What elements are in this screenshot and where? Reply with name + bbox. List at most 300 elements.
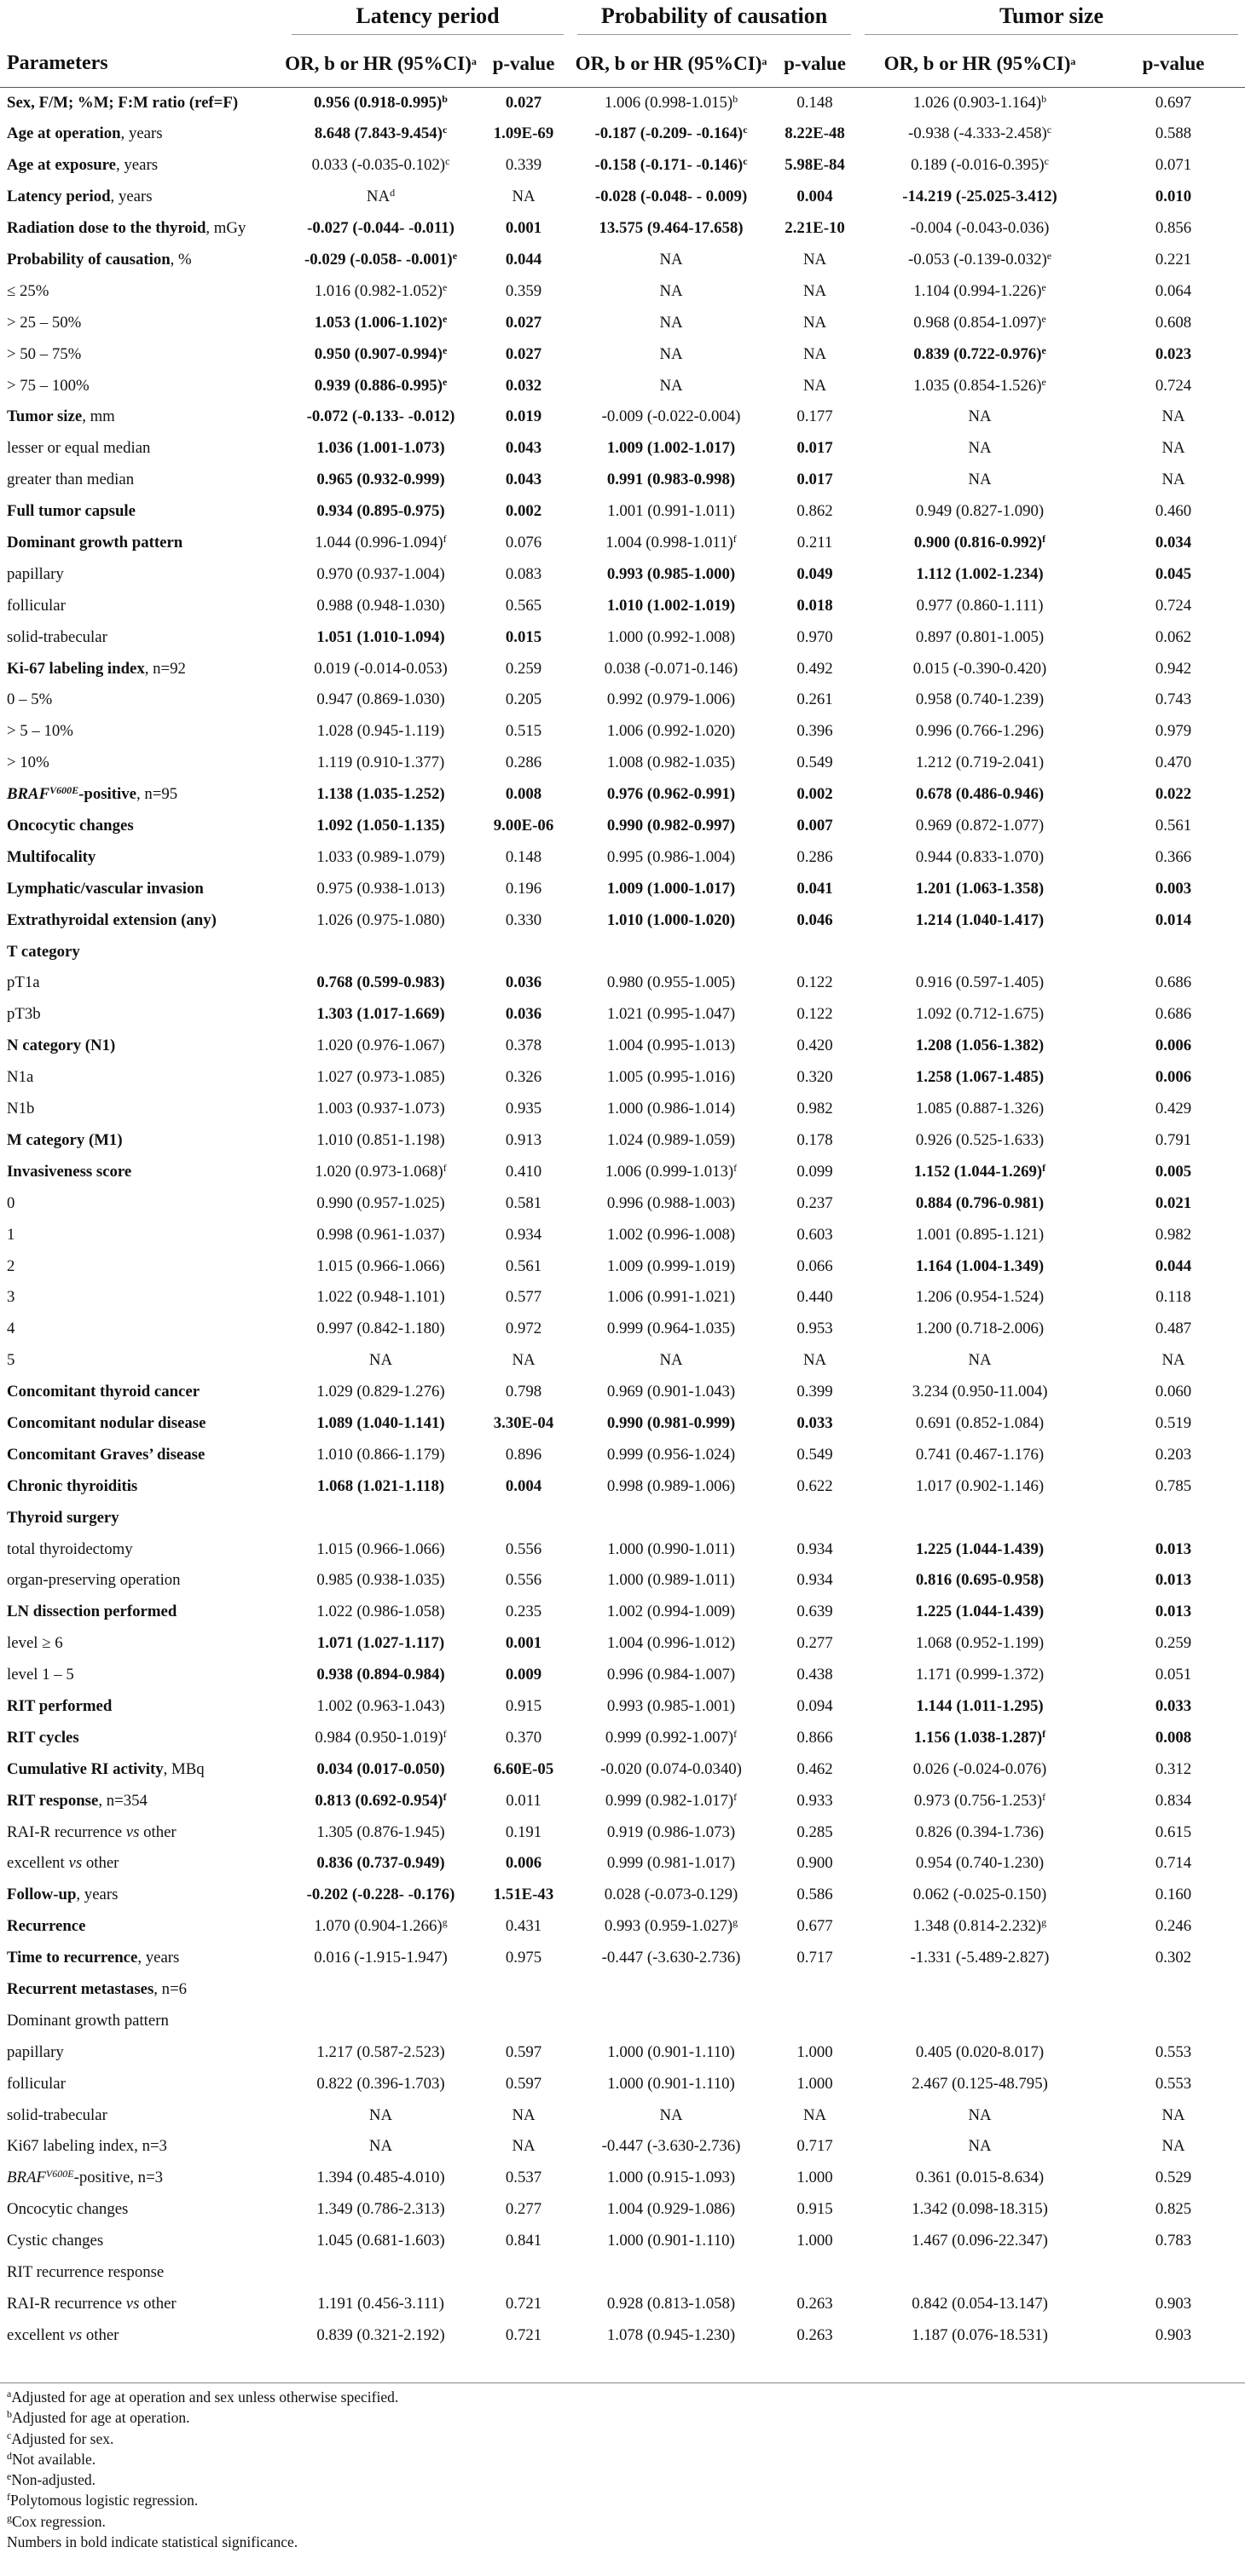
pvalue-value: 0.049	[796, 564, 833, 583]
estimate-value: 0.842 (0.054-13.147)	[912, 2294, 1048, 2313]
pvalue-cell	[772, 1754, 858, 1786]
estimate-cell	[858, 842, 1102, 874]
pvalue-cell	[1102, 1377, 1245, 1408]
pvalue-value: 6.60E-05	[493, 1759, 554, 1778]
parameter-label: Tumor size	[7, 407, 83, 426]
pvalue-cell	[772, 1220, 858, 1251]
estimate-value: -0.020 (0.074-0.0340)	[600, 1759, 742, 1778]
pvalue-cell	[477, 2163, 570, 2194]
parameter-cell	[0, 433, 285, 465]
parameter-label: solid-trabecular	[7, 627, 107, 646]
pvalue-value: NA	[1161, 439, 1185, 458]
table-row	[0, 1282, 1245, 1314]
pvalue-cell	[772, 748, 858, 779]
estimate-value: 1.171 (0.999-1.372)	[915, 1666, 1045, 1684]
pvalue-value: NA	[1161, 471, 1185, 489]
estimate-value: -0.447 (-3.630-2.736)	[601, 1949, 741, 1967]
table-body	[0, 88, 1245, 2352]
table-row	[0, 1062, 1245, 1094]
estimate-cell	[570, 308, 772, 339]
table-row	[0, 1220, 1245, 1251]
pvalue-value: 0.320	[796, 1068, 833, 1087]
estimate-cell	[570, 2289, 772, 2320]
estimate-cell	[285, 1597, 477, 1628]
table-row	[0, 999, 1245, 1031]
pvalue-value: 0.597	[505, 2074, 542, 2093]
estimate-cell	[285, 401, 477, 433]
pvalue-cell	[477, 2320, 570, 2352]
pvalue-cell	[1102, 182, 1245, 213]
pvalue-cell	[772, 1691, 858, 1723]
estimate-cell	[570, 1533, 772, 1565]
pvalue-value: 0.975	[505, 1949, 542, 1967]
pvalue-cell	[772, 1880, 858, 1911]
estimate-cell	[285, 2163, 477, 2194]
pvalue-cell	[772, 1816, 858, 1848]
pvalue-cell	[477, 1094, 570, 1125]
pvalue-value: 0.044	[1155, 1256, 1192, 1275]
pvalue-value: 0.027	[505, 313, 542, 332]
estimate-cell	[858, 1250, 1102, 1282]
pvalue-cell	[477, 779, 570, 811]
estimate-cell	[285, 1628, 477, 1660]
parameter-cell	[0, 1723, 285, 1754]
table-row	[0, 496, 1245, 528]
estimate-cell	[858, 1094, 1102, 1125]
pvalue-cell	[1102, 811, 1245, 842]
pvalue-value: 0.083	[505, 564, 542, 583]
estimate-cell	[285, 182, 477, 213]
group-header-latency: Latency period	[285, 0, 570, 39]
pvalue-cell	[477, 1974, 570, 2006]
estimate-value: -0.028 (-0.048- - 0.009)	[594, 188, 748, 206]
estimate-cell	[285, 308, 477, 339]
estimate-value: 1.026 (0.975-1.080)	[316, 910, 445, 929]
parameter-cell	[0, 528, 285, 559]
pvalue-cell	[477, 182, 570, 213]
estimate-cell	[570, 88, 772, 119]
parameter-cell	[0, 2257, 285, 2289]
pvalue-value: 0.721	[505, 2325, 542, 2344]
pvalue-value: 0.006	[1155, 1037, 1192, 1055]
table-row	[0, 213, 1245, 245]
parameter-label: lesser or equal median	[7, 439, 151, 458]
estimate-value: NA	[659, 2105, 683, 2124]
pvalue-value: 0.094	[796, 1696, 833, 1715]
pvalue-cell	[477, 1471, 570, 1503]
estimate-value: 1.071 (1.027-1.117)	[316, 1634, 445, 1653]
pvalue-cell	[477, 465, 570, 496]
table-row	[0, 559, 1245, 591]
pvalue-value: 0.032	[505, 376, 542, 395]
parameter-label: N1a	[7, 1068, 34, 1087]
pvalue-value: 0.900	[796, 1854, 833, 1873]
pvalue-cell	[477, 1691, 570, 1723]
estimate-cell	[858, 1691, 1102, 1723]
parameter-label: > 50 – 75%	[7, 344, 82, 363]
estimate-cell	[285, 1816, 477, 1848]
parameter-cell	[0, 1031, 285, 1062]
estimate-value: 1.092 (0.712-1.675)	[915, 1005, 1045, 1024]
pvalue-value: 0.022	[1155, 785, 1192, 804]
parameter-label: 0 – 5%	[7, 690, 53, 709]
pvalue-cell	[1102, 1157, 1245, 1188]
pvalue-value: 0.001	[505, 1634, 542, 1653]
estimate-header	[858, 39, 1102, 88]
pvalue-cell	[477, 1408, 570, 1440]
estimate-value: 1.002 (0.963-1.043)	[316, 1696, 445, 1715]
pvalue-value: 0.982	[796, 1100, 833, 1118]
parameter-cell	[0, 2320, 285, 2352]
parameter-cell	[0, 2069, 285, 2100]
estimate-value: 0.361 (0.015-8.634)	[915, 2169, 1045, 2187]
estimate-cell	[858, 2163, 1102, 2194]
pvalue-cell	[1102, 1974, 1245, 2006]
estimate-cell	[570, 1220, 772, 1251]
pvalue-value: 0.064	[1155, 281, 1192, 300]
pvalue-value: 0.565	[505, 596, 542, 615]
estimate-cell	[570, 622, 772, 654]
estimate-cell	[858, 496, 1102, 528]
parameter-cell	[0, 1220, 285, 1251]
pvalue-cell	[1102, 748, 1245, 779]
pvalue-value: 0.046	[796, 910, 833, 929]
estimate-cell	[858, 1377, 1102, 1408]
pvalue-cell	[1102, 1345, 1245, 1377]
table-row	[0, 1031, 1245, 1062]
parameter-unit: , MBq	[163, 1759, 205, 1778]
estimate-cell	[570, 1188, 772, 1220]
footnote-marker: a	[761, 55, 767, 67]
pvalue-value: 0.440	[796, 1288, 833, 1307]
estimate-value: 1.002 (0.996-1.008)	[606, 1225, 736, 1244]
estimate-value: 1.051 (1.010-1.094)	[316, 627, 445, 646]
estimate-cell	[285, 1691, 477, 1723]
column-header-row	[0, 39, 1245, 88]
parameter-unit: , years	[110, 188, 153, 206]
estimate-value: 0.405 (0.020-8.017)	[915, 2042, 1045, 2061]
estimate-value: 13.575 (9.464-17.658)	[599, 219, 744, 238]
estimate-cell	[285, 2257, 477, 2289]
estimate-value: 1.022 (0.948-1.101)	[316, 1288, 445, 1307]
pvalue-value: 0.013	[1155, 1539, 1192, 1558]
pvalue-value: NA	[512, 2137, 536, 2156]
pvalue-value: 0.549	[796, 754, 833, 772]
estimate-value: 1.000 (0.901-1.110)	[607, 2042, 735, 2061]
estimate-value: 1.092 (1.050-1.135)	[316, 817, 445, 835]
estimate-value: 0.884 (0.796-0.981)	[915, 1193, 1045, 1212]
estimate-cell	[570, 1723, 772, 1754]
pvalue-value: NA	[802, 313, 827, 332]
pvalue-value: 0.001	[505, 219, 542, 238]
parameter-label: Concomitant Graves’ disease	[7, 1445, 206, 1464]
estimate-value: 1.021 (0.995-1.047)	[606, 1005, 736, 1024]
table-row	[0, 2163, 1245, 2194]
pvalue-cell	[1102, 779, 1245, 811]
pvalue-cell	[477, 622, 570, 654]
pvalue-cell	[772, 401, 858, 433]
pvalue-value: 9.00E-06	[493, 817, 554, 835]
estimate-cell	[285, 1220, 477, 1251]
estimate-cell	[570, 654, 772, 685]
parameter-label: LN dissection performed	[7, 1603, 177, 1621]
estimate-value: NA	[968, 471, 992, 489]
estimate-value: 0.956 (0.918-0.995)	[314, 93, 443, 112]
estimate-value: 1.010 (0.866-1.179)	[316, 1445, 445, 1464]
parameter-cell	[0, 2037, 285, 2069]
pvalue-cell	[1102, 1816, 1245, 1848]
pvalue-value: 0.018	[796, 596, 833, 615]
estimate-value: 3.234 (0.950-11.004)	[912, 1383, 1048, 1401]
pvalue-value: 0.841	[505, 2232, 542, 2250]
pvalue-value: 0.677	[796, 1917, 833, 1936]
pvalue-value: 0.027	[505, 344, 542, 363]
estimate-cell	[570, 1345, 772, 1377]
parameter-cell	[0, 2194, 285, 2226]
footnote-text: Adjusted for sex.	[11, 2429, 114, 2447]
estimate-value: 0.965 (0.932-0.999)	[316, 471, 445, 489]
estimate-value: 0.015 (-0.390-0.420)	[912, 659, 1047, 678]
estimate-value: -0.004 (-0.043-0.036)	[910, 219, 1050, 238]
pvalue-cell	[772, 213, 858, 245]
pvalue-cell	[477, 654, 570, 685]
estimate-value: 1.004 (0.998-1.011)	[605, 534, 733, 552]
table-row	[0, 1911, 1245, 1943]
pvalue-value: 1.09E-69	[493, 124, 554, 143]
estimate-cell	[570, 1943, 772, 1974]
pvalue-value: NA	[802, 344, 827, 363]
footnote-marker: f	[733, 533, 737, 546]
pvalue-cell	[477, 1723, 570, 1754]
footnote-line	[7, 2449, 398, 2469]
pvalue-value: 0.237	[796, 1193, 833, 1212]
estimate-cell	[285, 1880, 477, 1911]
pvalue-cell	[477, 1440, 570, 1471]
pvalue-value: 0.561	[505, 1256, 542, 1275]
pvalue-cell	[477, 1503, 570, 1534]
pvalue-cell	[1102, 1723, 1245, 1754]
parameter-unit: , years	[120, 124, 163, 143]
estimate-cell	[858, 591, 1102, 622]
pvalue-value: 1.000	[796, 2232, 833, 2250]
pvalue-value: 0.553	[1155, 2042, 1192, 2061]
pvalue-value: 0.277	[796, 1634, 833, 1653]
estimate-cell	[858, 1660, 1102, 1691]
pvalue-value: 0.326	[505, 1068, 542, 1087]
pvalue-cell	[477, 1911, 570, 1943]
parameter-cell	[0, 88, 285, 119]
estimate-cell	[570, 999, 772, 1031]
pvalue-value: 0.429	[1155, 1100, 1192, 1118]
estimate-value: 1.003 (0.937-1.073)	[316, 1100, 445, 1118]
parameter-cell	[0, 1125, 285, 1157]
pvalue-value: 0.099	[796, 1162, 833, 1181]
parameter-cell	[0, 1880, 285, 1911]
footnote-line	[7, 2429, 398, 2449]
estimate-value: 1.010 (1.002-1.019)	[606, 596, 736, 615]
estimate-cell	[570, 1565, 772, 1597]
estimate-cell	[858, 528, 1102, 559]
pvalue-value: 1.000	[796, 2074, 833, 2093]
pvalue-cell	[1102, 213, 1245, 245]
pvalue-cell	[772, 591, 858, 622]
estimate-cell	[285, 654, 477, 685]
pvalue-value: 0.066	[796, 1256, 833, 1275]
parameter-cell	[0, 1250, 285, 1282]
estimate-value: 1.002 (0.994-1.009)	[606, 1603, 736, 1621]
estimate-value: 0.062 (-0.025-0.150)	[912, 1886, 1047, 1904]
footnote-line	[7, 2387, 398, 2407]
pvalue-value: 0.177	[796, 407, 833, 426]
pvalue-value: 0.285	[796, 1822, 833, 1841]
pvalue-cell	[772, 2226, 858, 2257]
parameter-cell	[0, 1754, 285, 1786]
parameter-unit: , mm	[82, 407, 115, 426]
pvalue-value: 0.370	[505, 1728, 542, 1747]
parameter-label: Invasiveness score	[7, 1162, 132, 1181]
estimate-value: 1.303 (1.017-1.669)	[316, 1005, 445, 1024]
estimate-value: 0.916 (0.597-1.405)	[915, 973, 1045, 992]
estimate-cell	[858, 1125, 1102, 1157]
estimate-cell	[570, 905, 772, 937]
pvalue-value: 1.51E-43	[493, 1886, 554, 1904]
pvalue-cell	[1102, 1471, 1245, 1503]
parameter-cell	[0, 2226, 285, 2257]
estimate-value: 1.028 (0.945-1.119)	[316, 722, 445, 741]
estimate-cell	[858, 2069, 1102, 2100]
estimate-cell	[285, 874, 477, 905]
pvalue-value: 0.783	[1155, 2232, 1192, 2250]
footnote-text: Adjusted for age at operation.	[12, 2409, 190, 2427]
pvalue-value: 0.862	[796, 502, 833, 521]
table-row	[0, 308, 1245, 339]
table-row	[0, 2069, 1245, 2100]
pvalue-value: NA	[802, 251, 827, 269]
estimate-cell	[570, 811, 772, 842]
parameter-cell	[0, 339, 285, 371]
gene-variant: V600E	[49, 784, 79, 797]
footnote-marker: a	[7, 2388, 12, 2400]
parameter-cell	[0, 2163, 285, 2194]
pvalue-value: 0.714	[1155, 1854, 1192, 1873]
pvalue-cell	[772, 2289, 858, 2320]
parameter-cell	[0, 118, 285, 150]
estimate-value: 0.016 (-1.915-1.947)	[314, 1949, 448, 1967]
table-row	[0, 1723, 1245, 1754]
pvalue-cell	[477, 1345, 570, 1377]
pvalue-value: 0.438	[796, 1666, 833, 1684]
pvalue-cell	[1102, 1094, 1245, 1125]
parameter-label: Cystic changes	[7, 2232, 104, 2250]
estimate-cell	[570, 1628, 772, 1660]
pvalue-value: 0.399	[796, 1383, 833, 1401]
estimate-cell	[285, 684, 477, 716]
pvalue-value: 0.330	[505, 910, 542, 929]
footnote-marker: c	[7, 2429, 12, 2441]
pvalue-cell	[772, 339, 858, 371]
table-row	[0, 684, 1245, 716]
footnote-marker: e	[442, 312, 448, 325]
pvalue-cell	[772, 1125, 858, 1157]
pvalue-cell	[1102, 2100, 1245, 2132]
estimate-value: 0.813 (0.692-0.954)	[315, 1791, 443, 1810]
footnote-text: Cox regression.	[12, 2512, 106, 2530]
estimate-value: 1.187 (0.076-18.531)	[912, 2325, 1048, 2344]
pvalue-cell	[477, 1314, 570, 1345]
pvalue-cell	[1102, 496, 1245, 528]
pvalue-cell	[477, 1628, 570, 1660]
pvalue-cell	[772, 528, 858, 559]
pvalue-cell	[1102, 874, 1245, 905]
estimate-value: 1.348 (0.814-2.232)	[912, 1917, 1042, 1936]
pvalue-cell	[772, 308, 858, 339]
pvalue-value: 0.221	[1155, 251, 1192, 269]
estimate-cell	[570, 2131, 772, 2163]
parameter-cell	[0, 1786, 285, 1817]
estimate-cell	[570, 213, 772, 245]
pvalue-value: 0.286	[796, 847, 833, 866]
estimate-cell	[285, 1377, 477, 1408]
parameter-label: Multifocality	[7, 847, 96, 866]
parameter-label: M category (M1)	[7, 1130, 123, 1149]
parameter-label: Radiation dose to the thyroid	[7, 219, 206, 238]
pvalue-value: 0.044	[505, 251, 542, 269]
pvalue-value: NA	[512, 188, 536, 206]
estimate-cell	[858, 2131, 1102, 2163]
estimate-value: 0.969 (0.872-1.077)	[915, 817, 1045, 835]
estimate-cell	[570, 1754, 772, 1786]
parameter-label: excellent	[7, 1854, 69, 1873]
parameter-cell	[0, 1471, 285, 1503]
pvalue-value: 0.008	[505, 785, 542, 804]
estimate-value: 1.006 (0.998-1.015)	[604, 93, 733, 112]
pvalue-cell	[477, 2037, 570, 2069]
estimate-value: 0.977 (0.860-1.111)	[916, 596, 1044, 615]
estimate-cell	[285, 559, 477, 591]
footnote-marker: e	[452, 250, 458, 262]
footnote-marker: a	[1070, 55, 1076, 67]
parameter-label: Sex, F/M; %M; F:M ratio (ref=F)	[7, 93, 239, 112]
pvalue-cell	[772, 1440, 858, 1471]
estimate-cell	[858, 371, 1102, 402]
pvalue-value: 0.122	[796, 1005, 833, 1024]
pvalue-cell	[772, 622, 858, 654]
estimate-value: 1.217 (0.587-2.523)	[316, 2042, 445, 2061]
estimate-value: 1.001 (0.991-1.011)	[607, 502, 735, 521]
footnote-marker: e	[442, 375, 448, 388]
estimate-value: 0.822 (0.396-1.703)	[316, 2074, 445, 2093]
pvalue-value: 0.261	[796, 690, 833, 709]
pvalue-value: NA	[1161, 407, 1185, 426]
pvalue-cell	[772, 245, 858, 276]
estimate-value: 1.164 (1.004-1.349)	[915, 1256, 1045, 1275]
estimate-value: -0.187 (-0.209- -0.164)	[594, 124, 744, 143]
estimate-cell	[570, 118, 772, 150]
estimate-value: 1.068 (1.021-1.118)	[316, 1476, 445, 1495]
pvalue-value: 0.972	[505, 1320, 542, 1338]
estimate-value: 1.201 (1.063-1.358)	[915, 879, 1045, 898]
estimate-cell	[858, 1943, 1102, 1974]
estimate-cell	[858, 213, 1102, 245]
pvalue-cell	[772, 1503, 858, 1534]
estimate-value: 1.000 (0.989-1.011)	[607, 1571, 735, 1590]
estimate-cell	[858, 182, 1102, 213]
table-row	[0, 1345, 1245, 1377]
footnote-line	[7, 2490, 398, 2510]
estimate-value: 1.191 (0.456-3.111)	[317, 2294, 444, 2313]
estimate-cell	[570, 1282, 772, 1314]
estimate-value: 1.214 (1.040-1.417)	[915, 910, 1045, 929]
